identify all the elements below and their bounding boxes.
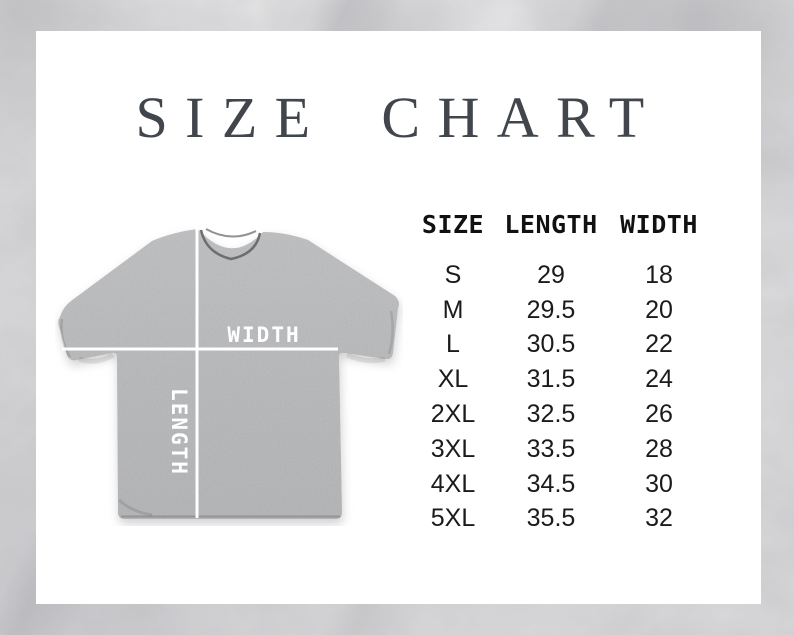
col-header-length: LENGTH	[504, 209, 598, 239]
width-cell: 26	[645, 400, 673, 429]
size-cell: 2XL	[430, 400, 476, 429]
table-row	[410, 502, 712, 537]
size-table-body	[410, 258, 712, 536]
page-title: SIZE CHART	[135, 85, 662, 150]
size-cell: 5XL	[430, 504, 476, 533]
length-cell: 34.5	[526, 469, 576, 498]
col-header-size: SIZE	[421, 209, 485, 239]
table-row	[410, 258, 712, 293]
size-cell: 4XL	[430, 469, 476, 498]
table-row	[410, 293, 712, 328]
size-cell: S	[444, 260, 462, 289]
size-table	[410, 203, 712, 536]
width-label: WIDTH	[227, 323, 301, 347]
col-header-width: WIDTH	[620, 209, 698, 239]
length-cell: 35.5	[526, 504, 576, 533]
width-cell: 20	[645, 295, 673, 324]
size-cell: M	[442, 295, 464, 324]
width-cell: 30	[645, 469, 673, 498]
length-cell: 33.5	[526, 434, 576, 463]
length-cell: 30.5	[526, 330, 576, 359]
length-cell: 29	[537, 260, 565, 289]
tshirt-body	[58, 229, 399, 519]
size-cell: 3XL	[430, 434, 476, 463]
length-cell: 29.5	[526, 295, 576, 324]
width-cell: 22	[645, 330, 673, 359]
size-cell: L	[446, 330, 460, 359]
length-cell: 31.5	[526, 365, 576, 394]
width-cell: 28	[645, 434, 673, 463]
length-label: LENGTH	[167, 388, 191, 476]
table-row	[410, 397, 712, 432]
width-cell: 32	[645, 504, 673, 533]
table-row	[410, 362, 712, 397]
table-row	[410, 328, 712, 363]
tshirt-figure	[55, 216, 403, 526]
width-cell: 18	[645, 260, 673, 289]
size-cell: XL	[437, 365, 469, 394]
width-cell: 24	[645, 365, 673, 394]
collar-inner-line	[206, 229, 256, 237]
length-cell: 32.5	[526, 400, 576, 429]
tshirt-illustration	[55, 216, 403, 526]
size-table-header	[410, 203, 712, 245]
content-panel	[36, 31, 761, 604]
table-row	[410, 432, 712, 467]
table-row	[410, 467, 712, 502]
